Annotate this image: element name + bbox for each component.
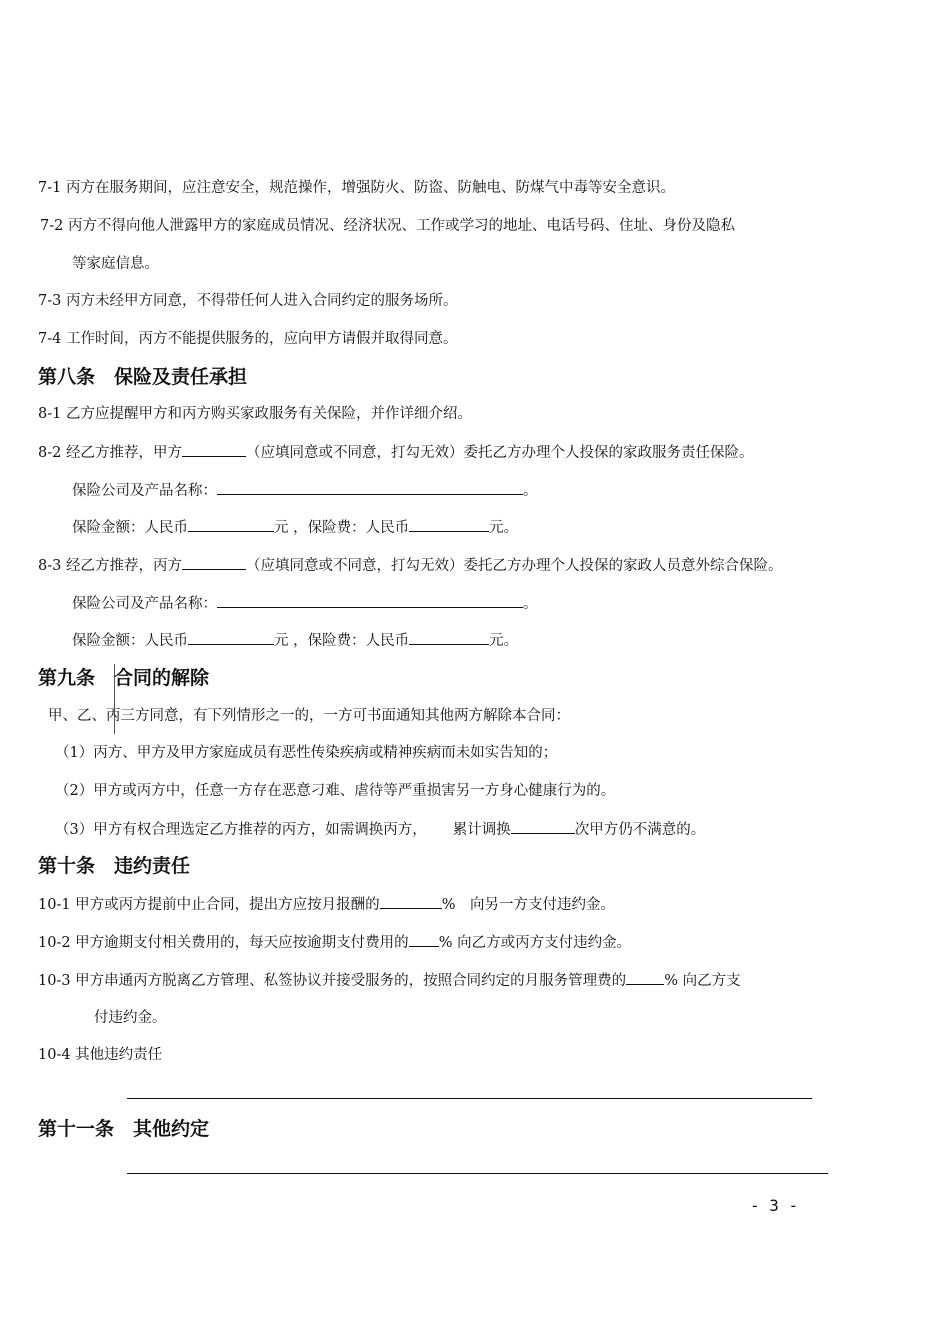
- clause-9-item-2: （2）甲方或丙方中，任意一方存在恶意刁难、虐待等严重损害另一方身心健康行为的。: [55, 783, 616, 799]
- clause-8-3: 8-3 经乙方推荐，丙方 （应填同意或不同意，打勾无效）委托乙方办理个人投保的家政人员意外综合保险。: [38, 555, 782, 576]
- blank-field[interactable]: [409, 630, 489, 645]
- blank-field[interactable]: [188, 517, 274, 532]
- clause-8-1: 8-1 乙方应提醒甲方和丙方购买家政服务有关保险，并作详细介绍。: [38, 406, 472, 422]
- clause-10-1: 10-1 甲方或丙方提前中止合同，提出方应按月报酬的 % 向另一方支付违约金。: [38, 894, 615, 915]
- clause-9-item-3: （3）甲方有权合理选定乙方推荐的丙方，如需调换丙方， 累计调换 次甲方仍不满意的。: [55, 819, 705, 840]
- blank-field[interactable]: [182, 555, 246, 570]
- blank-field[interactable]: [188, 630, 274, 645]
- clause-7-4: 7-4 工作时间，丙方不能提供服务的，应向甲方请假并取得同意。: [38, 331, 458, 347]
- blank-field[interactable]: [626, 970, 664, 985]
- clause-7-2: 7-2 丙方不得向他人泄露甲方的家庭成员情况、经济状况、工作或学习的地址、电话号码、住址、身份及隐私: [40, 218, 735, 234]
- blank-field[interactable]: [217, 480, 523, 495]
- section-9-title: 第九条 合同的解除: [38, 667, 210, 689]
- clause-10-3-continued: 付违约金。: [94, 1010, 167, 1026]
- section-9-intro: 甲、乙、丙三方同意，有下列情形之一的，一方可书面通知其他两方解除本合同：: [48, 708, 570, 724]
- section-10-title: 第十条 违约责任: [38, 855, 191, 877]
- insurance-company-line-1: 保险公司及产品名称： 。: [72, 480, 538, 501]
- clause-7-1: 7-1 丙方在服务期间，应注意安全，规范操作，增强防火、防盗、防触电、防煤气中毒等安全意识。: [38, 180, 675, 196]
- clause-7-3: 7-3 丙方未经甲方同意，不得带任何人进入合同约定的服务场所。: [38, 293, 458, 309]
- page-number: - 3 -: [750, 1196, 799, 1215]
- blank-field[interactable]: [409, 932, 439, 947]
- insurance-amount-line-1: 保险金额：人民币 元 ，保险费：人民币 元。: [72, 517, 518, 538]
- blank-field[interactable]: [380, 894, 442, 909]
- blank-field[interactable]: [182, 442, 246, 457]
- insurance-company-line-2: 保险公司及产品名称： 。: [72, 593, 538, 614]
- clause-10-3: 10-3 甲方串通丙方脱离乙方管理、私签协议并接受服务的，按照合同约定的月服务管理费的 % 向乙方支: [38, 970, 741, 991]
- clause-10-4: 10-4 其他违约责任: [38, 1047, 163, 1063]
- clause-10-2: 10-2 甲方逾期支付相关费用的，每天应按逾期支付费用的 % 向乙方或丙方支付违约金。: [38, 932, 631, 953]
- clause-7-2-continued: 等家庭信息。: [72, 256, 159, 272]
- fill-in-line-11[interactable]: [127, 1173, 828, 1174]
- fill-in-line-10-4[interactable]: [127, 1098, 812, 1099]
- clause-9-item-1: （1）丙方、甲方及甲方家庭成员有恶性传染疾病或精神疾病而未如实告知的；: [55, 745, 558, 761]
- insurance-amount-line-2: 保险金额：人民币 元 ，保险费：人民币 元。: [72, 630, 518, 651]
- clause-8-2: 8-2 经乙方推荐，甲方 （应填同意或不同意，打勾无效）委托乙方办理个人投保的家政服务责任保险。: [38, 442, 753, 463]
- blank-field[interactable]: [409, 517, 489, 532]
- blank-field[interactable]: [217, 593, 523, 608]
- blank-field[interactable]: [511, 819, 575, 834]
- section-8-title: 第八条 保险及责任承担: [38, 366, 248, 388]
- section-11-title: 第十一条 其他约定: [38, 1118, 210, 1140]
